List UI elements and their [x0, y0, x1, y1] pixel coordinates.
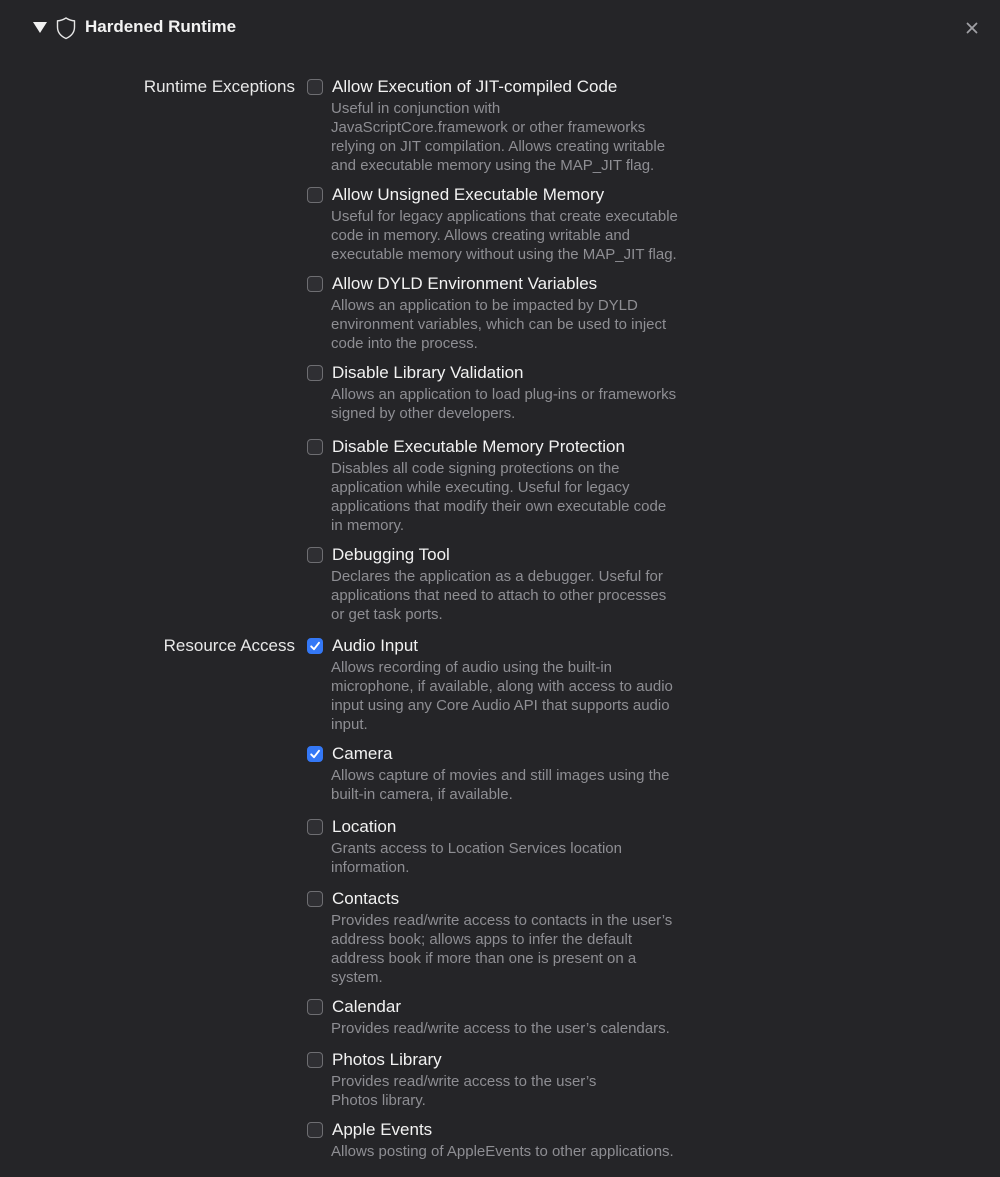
description-line: Allows an application to load plug-ins or frameworks: [331, 386, 677, 403]
description-line: applications that modify their own executable code: [331, 498, 667, 515]
option-description: [331, 1072, 721, 1110]
description-line: system.: [331, 969, 383, 986]
option-description: [331, 207, 721, 264]
option-title[interactable]: Debugging Tool: [332, 545, 450, 564]
description-line: or get task ports.: [331, 606, 443, 623]
option-title[interactable]: Calendar: [332, 997, 401, 1016]
description-line: Allows recording of audio using the built-in: [331, 659, 612, 676]
description-line: input using any Core Audio API that supports audio: [331, 697, 670, 714]
description-line: Useful for legacy applications that create executable: [331, 208, 678, 225]
description-line: Provides read/write access to the user’s calendars.: [331, 1020, 670, 1037]
checkbox-disable-executable-memory-protection[interactable]: [307, 439, 323, 455]
description-line: built-in camera, if available.: [331, 786, 513, 803]
description-line: code in memory. Allows creating writable and: [331, 227, 631, 244]
description-line: application while executing. Useful for legacy: [331, 479, 630, 496]
section-label-runtime-exceptions: Runtime Exceptions: [143, 77, 295, 96]
checkbox-photos-library[interactable]: [307, 1052, 323, 1068]
checkbox-audio-input[interactable]: [307, 638, 323, 654]
option-description: [331, 567, 721, 624]
checkbox-disable-library-validation[interactable]: [307, 365, 323, 381]
description-line: relying on JIT compilation. Allows creating writable: [331, 138, 666, 155]
checkbox-debugging-tool[interactable]: [307, 547, 323, 563]
option-description: [331, 1019, 721, 1038]
description-line: and executable memory using the MAP_JIT flag.: [331, 157, 655, 174]
checkbox-allow-unsigned-executable-memory[interactable]: [307, 187, 323, 203]
description-line: Disables all code signing protections on the: [331, 460, 620, 477]
description-line: code into the process.: [331, 335, 478, 352]
description-line: in memory.: [331, 517, 405, 534]
capability-title: Hardened Runtime: [85, 17, 237, 36]
option-description: [331, 385, 721, 423]
shield-icon: [55, 16, 77, 40]
description-line: information.: [331, 859, 410, 876]
option-title[interactable]: Contacts: [332, 889, 400, 908]
checkmark-icon: [309, 640, 321, 652]
option-title[interactable]: Location: [332, 817, 397, 836]
option-title[interactable]: Photos Library: [332, 1050, 442, 1069]
option-description: [331, 658, 721, 734]
option-title[interactable]: Apple Events: [332, 1120, 433, 1139]
checkbox-camera[interactable]: [307, 746, 323, 762]
description-line: JavaScriptCore.framework or other frameworks: [331, 119, 646, 136]
checkbox-apple-events[interactable]: [307, 1122, 323, 1138]
option-description: [331, 839, 721, 877]
option-title[interactable]: Disable Executable Memory Protection: [332, 437, 625, 456]
triangle-down-icon[interactable]: [32, 19, 48, 35]
option-description: [331, 911, 721, 987]
close-icon[interactable]: [962, 18, 982, 38]
description-line: executable memory without using the MAP_JIT flag.: [331, 246, 677, 263]
description-line: Declares the application as a debugger. Useful for: [331, 568, 663, 585]
checkbox-location[interactable]: [307, 819, 323, 835]
description-line: Photos library.: [331, 1092, 426, 1109]
option-description: [331, 99, 721, 175]
option-description: [331, 766, 721, 804]
checkbox-calendar[interactable]: [307, 999, 323, 1015]
option-title[interactable]: Audio Input: [332, 636, 419, 655]
description-line: Provides read/write access to the user’s: [331, 1073, 597, 1090]
checkbox-allow-dyld-environment-variables[interactable]: [307, 276, 323, 292]
option-title[interactable]: Disable Library Validation: [332, 363, 524, 382]
description-line: microphone, if available, along with access to audio: [331, 678, 673, 695]
description-line: Useful in conjunction with: [331, 100, 501, 117]
checkbox-contacts[interactable]: [307, 891, 323, 907]
option-title[interactable]: Allow DYLD Environment Variables: [332, 274, 598, 293]
description-line: applications that need to attach to other processes: [331, 587, 667, 604]
description-line: Allows capture of movies and still images using the: [331, 767, 670, 784]
description-line: Allows an application to be impacted by DYLD: [331, 297, 638, 314]
option-description: [331, 1142, 721, 1161]
option-title[interactable]: Allow Unsigned Executable Memory: [332, 185, 605, 204]
checkbox-allow-execution-of-jit-compiled-code[interactable]: [307, 79, 323, 95]
capability-header: [0, 0, 1000, 56]
description-line: address book; allows apps to infer the default: [331, 931, 633, 948]
description-line: signed by other developers.: [331, 405, 516, 422]
section-label-resource-access: Resource Access: [163, 636, 295, 655]
description-line: environment variables, which can be used to inject: [331, 316, 667, 333]
option-title[interactable]: Camera: [332, 744, 393, 763]
description-line: address book if more than one is present on a: [331, 950, 637, 967]
checkmark-icon: [309, 748, 321, 760]
description-line: Grants access to Location Services location: [331, 840, 622, 857]
description-line: input.: [331, 716, 368, 733]
description-line: Allows posting of AppleEvents to other applications.: [331, 1143, 674, 1160]
option-description: [331, 296, 721, 353]
description-line: Provides read/write access to contacts in the user’s: [331, 912, 673, 929]
option-description: [331, 459, 721, 535]
option-title[interactable]: Allow Execution of JIT-compiled Code: [332, 77, 618, 96]
